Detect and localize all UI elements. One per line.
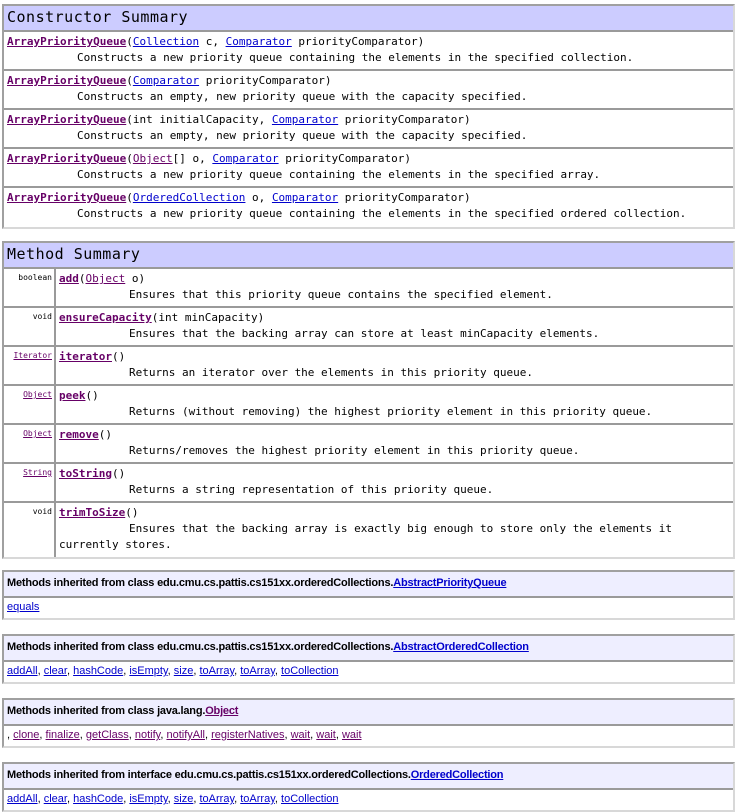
inherited-methods-list: [4, 790, 733, 810]
separator: ,: [37, 665, 44, 677]
separator: ,: [310, 729, 317, 741]
inherited-method-link[interactable]: notifyAll: [166, 729, 205, 741]
return-type-cell: [4, 464, 56, 501]
param-type-link[interactable]: Comparator: [132, 74, 200, 87]
inherited-class-link[interactable]: Object: [205, 705, 239, 717]
inherited-method-link[interactable]: toArray: [240, 793, 275, 805]
paren: (: [126, 35, 133, 48]
method-link-peek[interactable]: peek: [59, 389, 86, 402]
param-text: priorityComparator): [291, 35, 425, 48]
return-type-link[interactable]: String: [23, 468, 52, 477]
separator: ,: [128, 729, 135, 741]
separator: ,: [274, 665, 282, 677]
separator: ,: [234, 793, 241, 805]
constructor-link[interactable]: ArrayPriorityQueue: [7, 74, 127, 87]
param-text: o,: [245, 191, 272, 204]
inherited-method-link[interactable]: hashCode: [73, 665, 124, 677]
method-description: Ensures that the backing array can store at least minCapacity elements.: [129, 327, 600, 340]
constructor-signature: [7, 34, 733, 50]
inherited-class-link[interactable]: AbstractPriorityQueue: [393, 577, 507, 589]
inherited-header: [4, 636, 733, 662]
inherited-method-link[interactable]: getClass: [85, 729, 129, 741]
inherited-method-link[interactable]: notify: [134, 729, 161, 741]
param-text: priorityComparator): [199, 74, 332, 87]
paren: (: [126, 152, 133, 165]
inherited-method-link[interactable]: isEmpty: [129, 665, 168, 677]
method-signature: [59, 505, 733, 521]
param-text: [] o,: [172, 152, 213, 165]
inherited-method-link[interactable]: size: [173, 665, 194, 677]
method-row: [4, 308, 733, 347]
signature-text: (): [111, 467, 126, 480]
return-type-cell: [4, 425, 56, 462]
param-type-link[interactable]: Comparator: [271, 113, 339, 126]
separator: ,: [79, 729, 86, 741]
constructor-signature: [7, 112, 733, 128]
method-signature: [59, 271, 733, 287]
inherited-method-link[interactable]: registerNatives: [211, 729, 285, 741]
return-type-cell: [4, 347, 56, 384]
return-type-cell: [4, 503, 56, 557]
param-text: priorityComparator): [278, 152, 412, 165]
constructor-link[interactable]: ArrayPriorityQueue: [7, 35, 127, 48]
signature-text: (int minCapacity): [151, 311, 265, 324]
method-link-remove[interactable]: remove: [59, 428, 99, 441]
separator: ,: [160, 729, 167, 741]
method-link-trimToSize[interactable]: trimToSize: [59, 506, 126, 519]
inherited-header: [4, 764, 733, 790]
param-type-link[interactable]: Object: [85, 272, 126, 285]
inherited-header: [4, 700, 733, 726]
return-type-cell: [4, 269, 56, 306]
constructor-summary-header: Constructor Summary: [4, 6, 733, 32]
return-type: boolean: [18, 273, 52, 282]
method-signature: [59, 388, 733, 404]
method-body: [56, 347, 733, 384]
constructor-link[interactable]: ArrayPriorityQueue: [7, 191, 127, 204]
constructor-row: [4, 71, 733, 110]
inherited-method-link[interactable]: clone: [13, 729, 40, 741]
inherited-prefix: Methods inherited from class edu.cmu.cs.pattis.cs151xx.orderedCollections.: [7, 577, 394, 589]
constructor-description: Constructs an empty, new priority queue with the capacity specified.: [77, 90, 528, 103]
inherited-method-link[interactable]: toCollection: [281, 665, 339, 677]
return-type-cell: [4, 308, 56, 345]
signature-text: o): [125, 272, 146, 285]
separator: ,: [193, 793, 200, 805]
param-type-link[interactable]: Comparator: [212, 152, 279, 165]
signature-text: (): [111, 350, 126, 363]
separator: ,: [167, 793, 174, 805]
paren: (: [126, 191, 133, 204]
method-row: [4, 464, 733, 503]
method-body: [56, 503, 733, 557]
method-row: [4, 269, 733, 308]
paren: (: [126, 113, 133, 126]
method-signature: [59, 349, 733, 365]
method-summary-header: Method Summary: [4, 243, 733, 269]
param-text: c,: [199, 35, 226, 48]
inherited-methods-table: [2, 698, 735, 748]
constructor-signature: [7, 73, 733, 89]
return-type-link[interactable]: Iterator: [13, 351, 52, 360]
separator: ,: [39, 729, 46, 741]
return-type: void: [32, 312, 52, 321]
separator: ,: [7, 729, 14, 741]
inherited-method-link[interactable]: wait: [341, 729, 362, 741]
param-type-link[interactable]: Comparator: [271, 191, 339, 204]
method-body: [56, 269, 733, 306]
method-row: [4, 503, 733, 557]
inherited-class-link[interactable]: OrderedCollection: [410, 769, 504, 781]
param-type-link[interactable]: Comparator: [225, 35, 292, 48]
return-type-link[interactable]: Object: [23, 429, 52, 438]
signature-text: (): [98, 428, 112, 441]
constructor-row: [4, 32, 733, 71]
inherited-methods-table: [2, 762, 735, 812]
method-link-iterator[interactable]: iterator: [59, 350, 112, 363]
constructor-summary-table: [2, 4, 735, 229]
method-link-ensureCapacity[interactable]: ensureCapacity: [59, 311, 152, 324]
method-description: Returns a string representation of this priority queue.: [129, 483, 494, 496]
separator: ,: [335, 729, 342, 741]
method-body: [56, 425, 733, 462]
paren: (: [126, 74, 133, 87]
method-summary-table: [2, 241, 735, 559]
separator: ,: [123, 793, 130, 805]
param-type-link[interactable]: Object: [132, 152, 173, 165]
inherited-method-link[interactable]: addAll: [7, 665, 38, 677]
constructor-description: Constructs a new priority queue containing the elements in the specified collection.: [77, 51, 634, 64]
separator: ,: [37, 793, 44, 805]
inherited-class-link[interactable]: AbstractOrderedCollection: [393, 641, 529, 653]
method-row: [4, 347, 733, 386]
inherited-method-link[interactable]: equals: [7, 601, 40, 613]
separator: ,: [123, 665, 130, 677]
param-type-link[interactable]: OrderedCollection: [132, 191, 246, 204]
constructor-signature: [7, 151, 733, 167]
inherited-header: [4, 572, 733, 598]
separator: ,: [274, 793, 282, 805]
param-text: priorityComparator): [338, 191, 471, 204]
inherited-method-link[interactable]: wait: [290, 729, 311, 741]
constructor-description: Constructs an empty, new priority queue with the capacity specified.: [77, 129, 528, 142]
inherited-method-link[interactable]: finalize: [45, 729, 80, 741]
constructor-description: Constructs a new priority queue containing the elements in the specified ordered collection.: [77, 207, 687, 220]
signature-text: (): [125, 506, 139, 519]
signature-text: (: [78, 272, 86, 285]
method-description: Returns an iterator over the elements in this priority queue.: [129, 366, 533, 379]
inherited-method-link[interactable]: toArray: [199, 665, 235, 677]
method-signature: [59, 427, 733, 443]
method-description: Returns (without removing) the highest priority element in this priority queue.: [129, 405, 653, 418]
signature-text: (): [85, 389, 99, 402]
inherited-methods-list: [4, 662, 733, 682]
method-row: [4, 425, 733, 464]
separator: ,: [204, 729, 212, 741]
inherited-method-link[interactable]: toArray: [240, 665, 275, 677]
inherited-prefix: Methods inherited from interface edu.cmu.cs.pattis.cs151xx.orderedCollections.: [7, 769, 411, 781]
constructor-signature: [7, 190, 733, 206]
separator: ,: [66, 793, 74, 805]
inherited-methods-table: [2, 570, 735, 620]
method-body: [56, 464, 733, 501]
separator: ,: [167, 665, 174, 677]
constructor-link[interactable]: ArrayPriorityQueue: [7, 113, 127, 126]
method-link-add[interactable]: add: [59, 272, 79, 285]
param-text: int initialCapacity,: [132, 113, 272, 126]
constructor-description: Constructs a new priority queue containing the elements in the specified array.: [77, 168, 601, 181]
method-link-toString[interactable]: toString: [59, 467, 112, 480]
constructor-row: [4, 149, 733, 188]
inherited-method-link[interactable]: addAll: [7, 793, 38, 805]
inherited-methods-list: [4, 598, 733, 618]
return-type-link[interactable]: Object: [23, 390, 52, 399]
method-row: [4, 386, 733, 425]
inherited-method-link[interactable]: isEmpty: [129, 793, 168, 805]
inherited-methods-list: [4, 726, 733, 746]
constructor-link[interactable]: ArrayPriorityQueue: [7, 152, 127, 165]
param-type-link[interactable]: Collection: [132, 35, 200, 48]
method-body: [56, 386, 733, 423]
constructor-row: [4, 110, 733, 149]
method-body: [56, 308, 733, 345]
inherited-method-link[interactable]: hashCode: [73, 793, 124, 805]
inherited-method-link[interactable]: clear: [43, 793, 67, 805]
method-signature: [59, 310, 733, 326]
inherited-method-link[interactable]: size: [173, 793, 194, 805]
separator: ,: [284, 729, 291, 741]
method-description-cont: currently stores.: [59, 538, 172, 551]
separator: ,: [193, 665, 200, 677]
inherited-prefix: Methods inherited from class edu.cmu.cs.pattis.cs151xx.orderedCollections.: [7, 641, 394, 653]
separator: ,: [66, 665, 74, 677]
separator: ,: [234, 665, 241, 677]
inherited-method-link[interactable]: toArray: [199, 793, 235, 805]
inherited-method-link[interactable]: toCollection: [281, 793, 339, 805]
method-signature: [59, 466, 733, 482]
return-type: void: [32, 507, 52, 516]
constructor-row: [4, 188, 733, 227]
inherited-method-link[interactable]: clear: [43, 665, 67, 677]
inherited-method-link[interactable]: wait: [316, 729, 336, 741]
return-type-cell: [4, 386, 56, 423]
inherited-methods-table: [2, 634, 735, 684]
method-description: Ensures that the backing array is exactly big enough to store only the elements it: [129, 522, 673, 535]
param-text: priorityComparator): [338, 113, 471, 126]
method-description: Ensures that this priority queue contains the specified element.: [129, 288, 553, 301]
method-description: Returns/removes the highest priority element in this priority queue.: [129, 444, 580, 457]
inherited-prefix: Methods inherited from class java.lang.: [7, 705, 206, 717]
